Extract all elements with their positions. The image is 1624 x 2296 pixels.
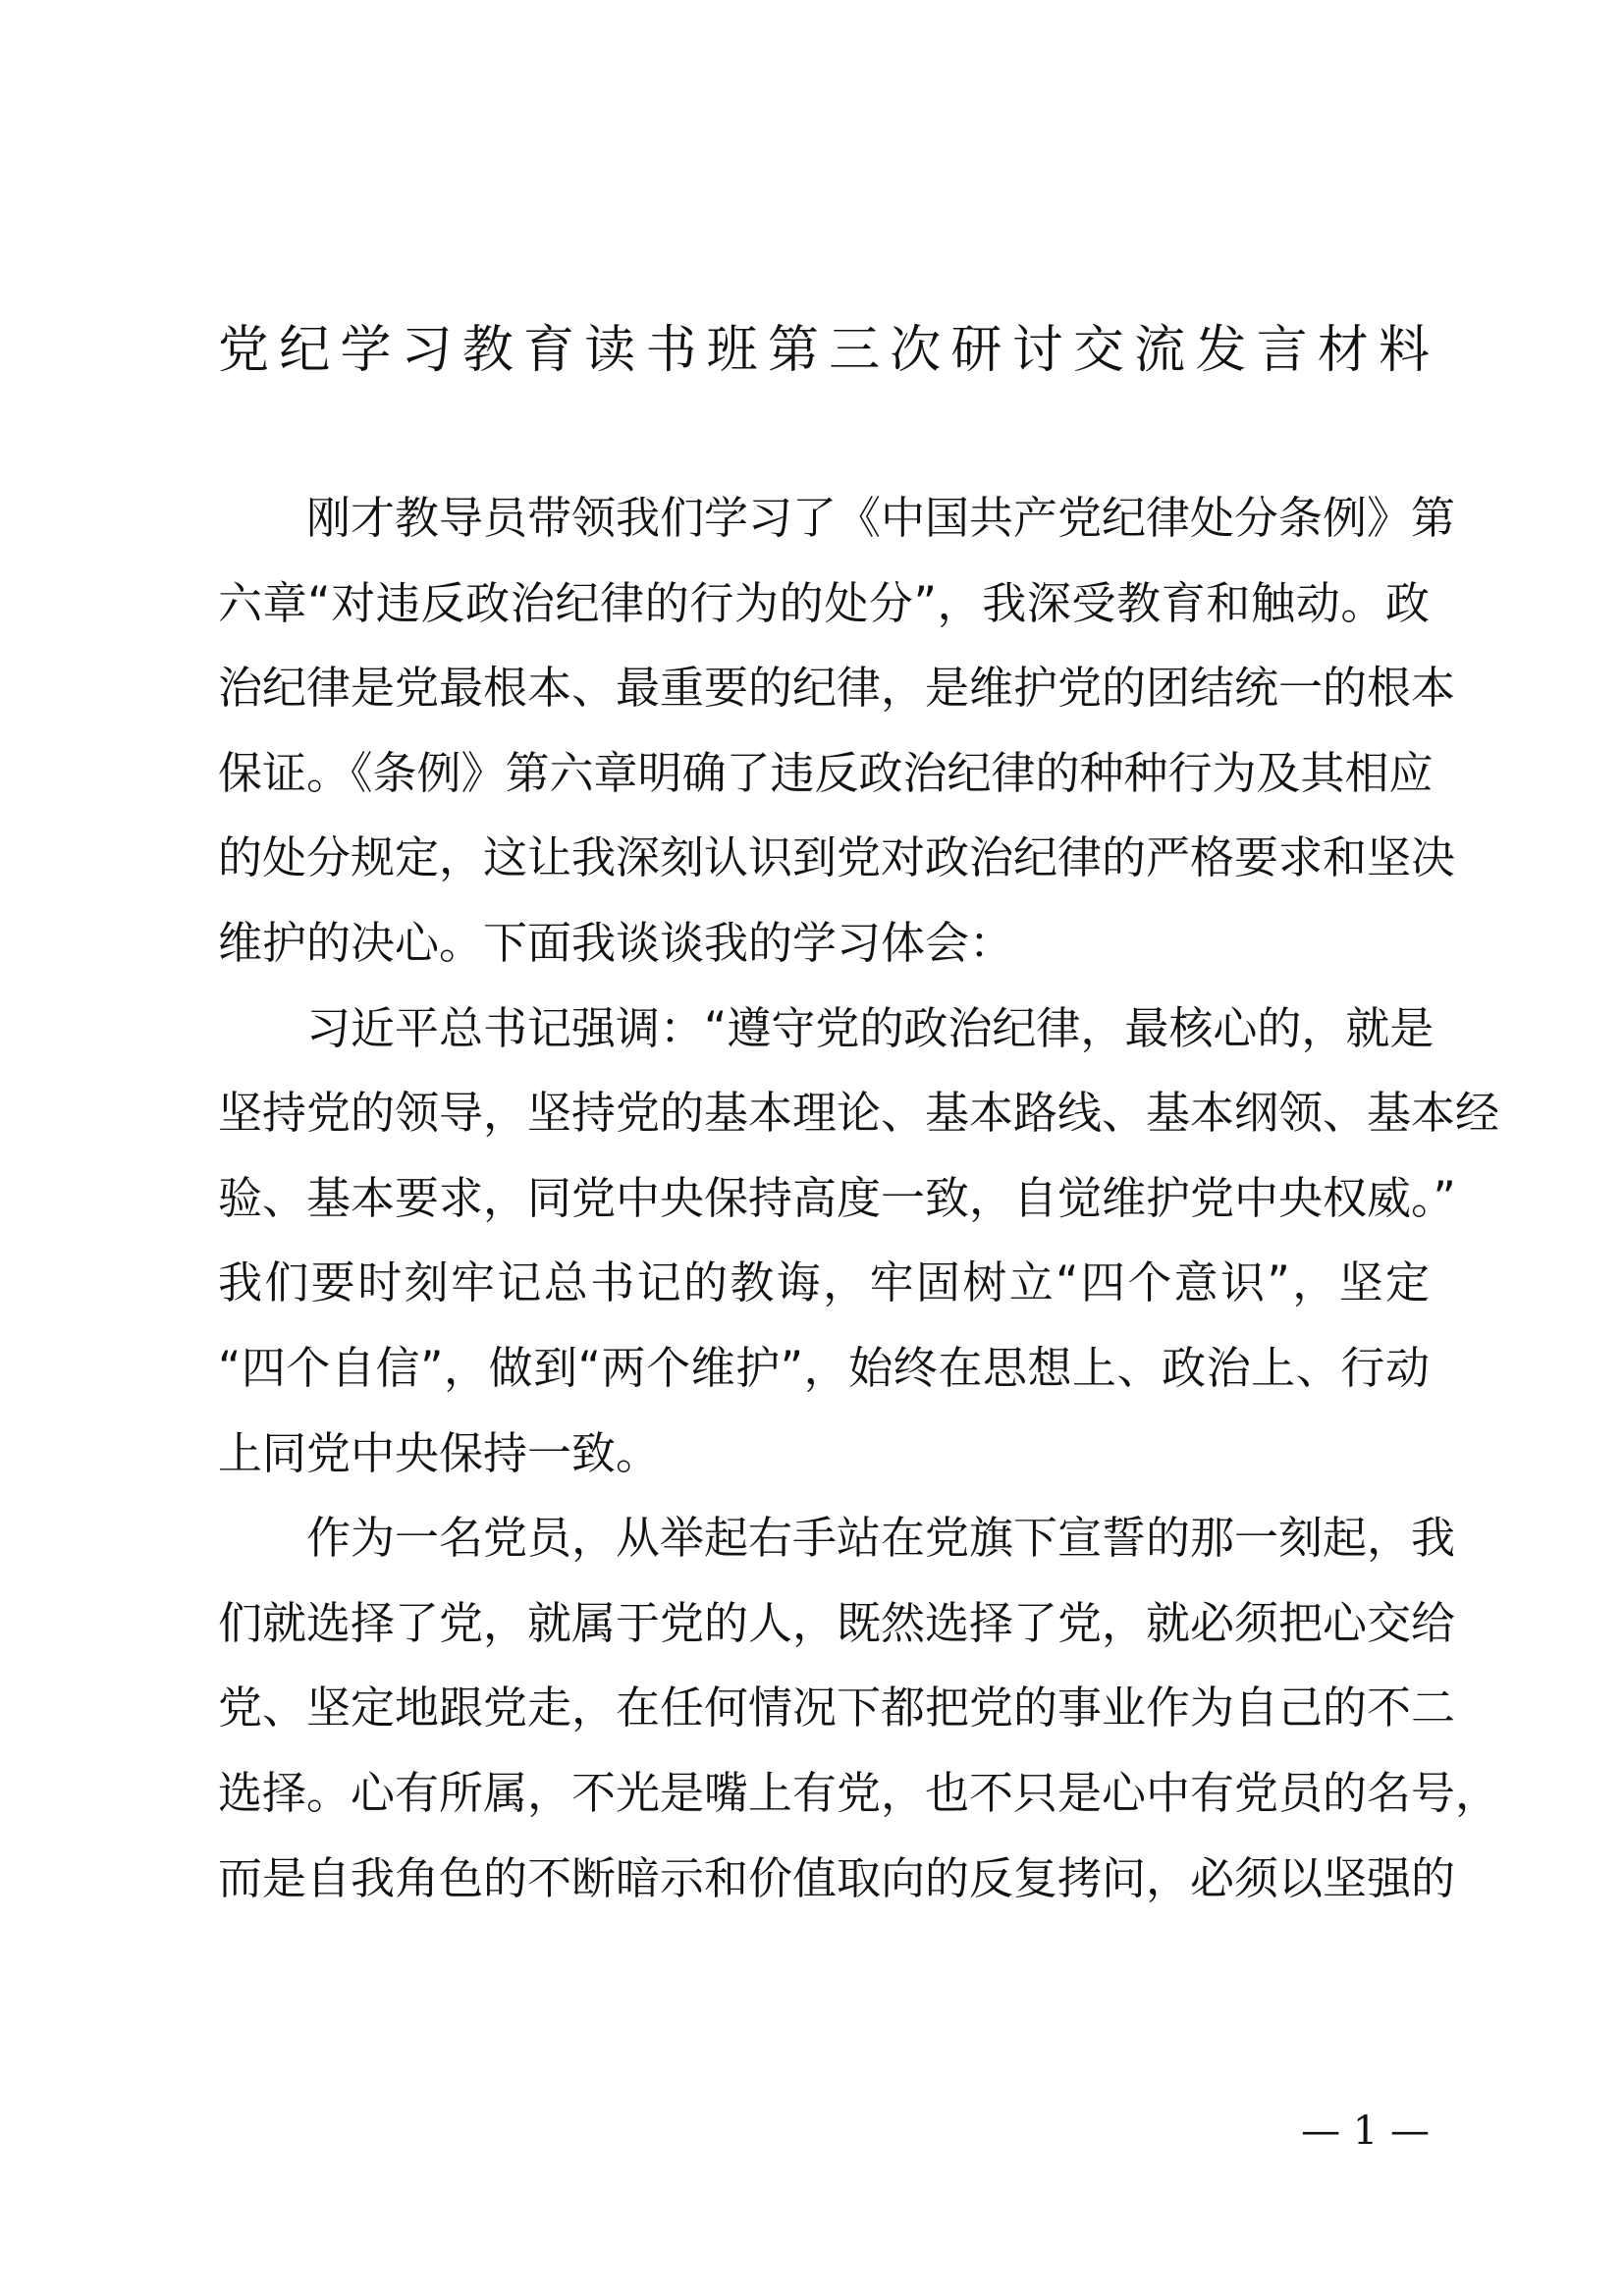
text-line: 维护的决心。下面我谈谈我的学习体会： <box>218 916 1014 969</box>
text-line: 六章“对违反政治纪律的行为的处分”，我深受教育和触动。政 <box>218 576 1430 629</box>
paragraph <box>218 492 1456 1003</box>
paragraph <box>218 1512 1500 1938</box>
text-line: 坚持党的领导，坚持党的基本理论、基本路线、基本纲领、基本经 <box>218 1087 1500 1140</box>
document-body <box>218 492 1500 1938</box>
text-line: 治纪律是党最根本、最重要的纪律，是维护党的团结统一的根本 <box>218 662 1456 715</box>
text-line: 们就选择了党，就属于党的人，既然选择了党，就必须把心交给 <box>218 1596 1456 1649</box>
text-line: 党、坚定地跟党走，在任何情况下都把党的事业作为自己的不二 <box>218 1682 1456 1735</box>
text-line: 验、基本要求，同党中央保持高度一致，自觉维护党中央权威。” <box>218 1171 1456 1224</box>
document-title: 党纪学习教育读书班第三次研讨交流发言材料 <box>218 321 1430 380</box>
text-line: 刚才教导员带领我们学习了《中国共产党纪律处分条例》第 <box>306 492 1456 544</box>
paragraph <box>218 1001 1500 1514</box>
text-line: 保证。《条例》第六章明确了违反政治纪律的种种行为及其相应 <box>218 746 1434 799</box>
text-line: 上同党中央保持一致。 <box>218 1426 661 1479</box>
text-line: 而是自我角色的不断暗示和价值取向的反复拷问，必须以坚强的 <box>218 1851 1456 1904</box>
text-line: 选择。心有所属，不光是嘴上有党，也不只是心中有党员的名号， <box>218 1766 1500 1819</box>
text-line: 作为一名党员，从举起右手站在党旗下宣誓的那一刻起，我 <box>306 1512 1456 1565</box>
text-line: 的处分规定，这让我深刻认识到党对政治纪律的严格要求和坚决 <box>218 831 1456 884</box>
page-number: — 1 — <box>1301 2109 1430 2154</box>
text-line: 我们要时刻牢记总书记的教诲，牢固树立“四个意识”，坚定 <box>218 1256 1430 1309</box>
text-line: “四个自信”，做到“两个维护”，始终在思想上、政治上、行动 <box>218 1341 1430 1394</box>
text-line: 习近平总书记强调：“遵守党的政治纪律，最核心的，就是 <box>306 1001 1435 1054</box>
